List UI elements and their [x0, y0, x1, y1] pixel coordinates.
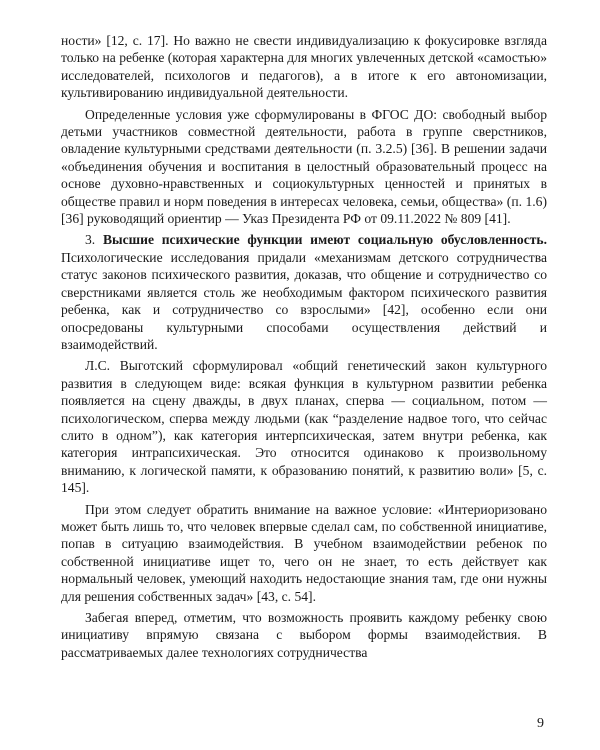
paragraph-text: При этом следует обратить внимание на важное условие: «Интериоризовано может быть лишь то, что человек впервые сделал сам, по собственной инициативе, попав в ситуацию взаимодействия. В учебном взаимодействии ребенок по собственной инициативе ищет то, чего он не знает, то есть действует как нормальный человек, умеющий находить недостающие знания там, где они нужны для решения собственных задач» [43, с. 54].: [61, 501, 547, 604]
bold-thesis: Высшие психические функции имеют социальную обусловленность.: [102, 232, 547, 248]
paragraph-vygotsky-quote: [61, 357, 547, 496]
paragraph-initiative: [61, 609, 547, 661]
page-number: 9: [537, 716, 544, 731]
paragraph-interiorization: [61, 501, 547, 605]
paragraph-text: ности» [12, с. 17]. Но важно не свести индивидуализацию к фокусировке взгляда только на ребенке (которая характерна для многих увлеченных детской «самостью» исследователей, психологов и педагогов), а в итоге к его автономизации, культивированию индивидуальной деятельности.: [61, 33, 547, 101]
paragraph-text: Л.С. Выготский сформулировал «общий генетический закон культурного развития в следующем виде: всякая функция в культурном развитии ребенка появляется на сцену дважды, в двух планах, сперва — социальном, потом — психологическом, сперва между людьми (как “разделение надвое того, что сейчас слито в одном”), как категория интерпсихическая, затем внутри ребенка, как категория интрапсихическая. Это относится одинаково к произвольному вниманию, к логической памяти, к образованию понятий, к развитию воли» [5, с. 145].: [61, 358, 547, 496]
paragraph-text: Психологические исследования придали «механизмам детского сотрудничества статус законов психического развития, доказав, что общение и сотрудничество со сверстниками является столь же необходимым фактором психического развития ребенка, как и сотрудничество со взрослыми» [42], особенно если они опосредованы культурными способами осуществления действий и взаимодействий.: [61, 249, 547, 352]
list-number: 3.: [85, 232, 103, 248]
paragraph-fgos-conditions: [61, 106, 547, 228]
paragraph-higher-functions: [61, 231, 547, 353]
document-page: [61, 32, 547, 665]
paragraph-text: Определенные условия уже сформулированы в ФГОС ДО: свободный выбор детьми участников совместной деятельности, работа в группе сверстников, овладение культурными средствами деятельности (п. 3.2.5) [36]. В решении задачи «объединения обучения и воспитания в целостный образовательный процесс на основе духовно-нравственных и социокультурных ценностей и принятых в обществе правил и норм поведения в интересах человека, семьи, общества» (п. 1.6) [36] руководящий ориентир — Указ Президента РФ от 09.11.2022 № 809 [41].: [61, 106, 547, 227]
paragraph-continuation: [61, 32, 547, 102]
paragraph-text: Забегая вперед, отметим, что возможность проявить каждому ребенку свою инициативу впрямую связана с выбором формы взаимодействия. В рассматриваемых далее технологиях сотрудничества: [61, 610, 547, 660]
